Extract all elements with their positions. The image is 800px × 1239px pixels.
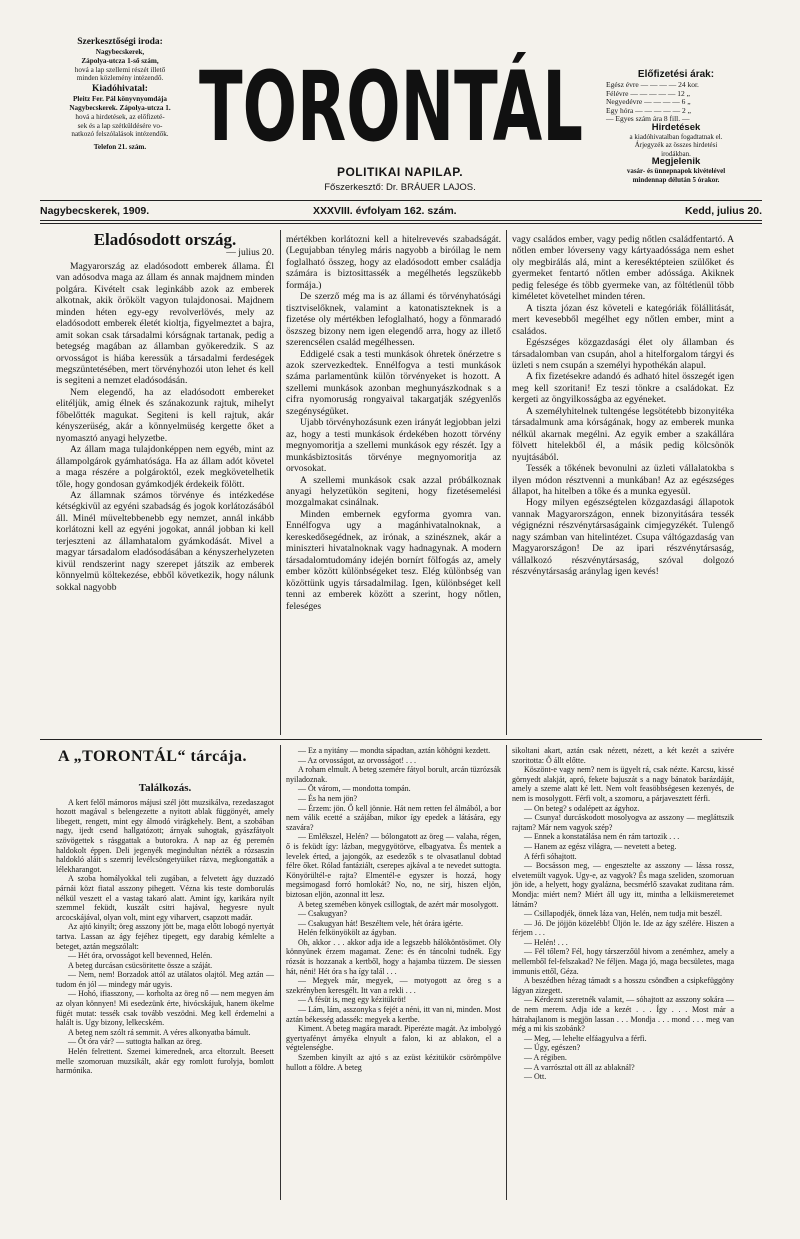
story-paragraph: Helén felrettent. Szemei kimerednek, arca eltorzult. Beesett melle szomoruan muzsikált, akár egy romlott furolyja, bomlott harmónika.: [56, 1047, 274, 1076]
publisher-note-3: natkozó felszólalások intézendők.: [71, 130, 169, 139]
story-paragraph: — Fél tőlem? Fél, hogy társzerzőül hivom a zenémhez, amely a mellemből fel-felszakad? Ne féljen. Maga jó, maga becsületes, maga immunis ettől, Géza.: [512, 947, 734, 976]
story-paragraph: — Emlékszel, Helén? — bólongatott az öreg — valaha, régen, ő is feküdt így: lázban, megygyötörve, elbagyatva. És mentek a levelek érted, a jajongók, az esedezők s te olvasatlanul dobtad félre őket. Rólad fantáziált, cserepes ajkával a te nevedet suttogta. Könyörültél-e rajta? Elmentél-e egyszer is hozzá, hogy megsimogasd forró homlokát? No, no, ne sirj, hiszen eljön, biztosan eljön, azonnal itt lesz.: [286, 832, 501, 899]
story-paragraph: Oh, akkor . . . akkor adja ide a legszebb hálóköntösömet. Oly könnyünek érzem magamat. Zene: és én táncolni tudnék. Egy rózsát is hozzanak a kertből, hogy a hajamba tüzzem. De siessen hát, néni! Hét óra s ha így talál . . .: [286, 937, 501, 976]
price-half: Félévre — — — — — 12 „: [606, 88, 690, 98]
story-paragraph: — Csillapodjék, önnek láza van, Helén, nem tudja mit beszél.: [524, 909, 722, 919]
article-paragraph: Eddigelé csak a testi munkások óhretek önérzetre s azok szervezkedtek. Ennélfogva a testi munkások száma parlamentünk külön törvényeket is hozott. A szellemi munkások azonban meghunyászkodnak s a cifra nyomoruság rongyaival takargatják szégyenlős szegénységüket.: [286, 348, 501, 417]
story-paragraph: — A varrósztal ott áll az ablaknál?: [524, 1062, 635, 1072]
editorial-office-info: [40, 36, 200, 152]
editorial-note-2: minden közlemény intézendő.: [76, 74, 164, 83]
publisher-address: Nagybecskerek. Zápolya-utcza 1.: [69, 103, 171, 112]
masthead: [195, 52, 587, 162]
dateline-volume: XXXVIII. évfolyam 162. szám.: [313, 205, 457, 217]
story-paragraph: A szoba homályokkal teli zugában, a felvetett ágy duzzadó párnái közt fiatal asszony pihegett. Vézna kis teste domborulás nélkül veszett el a vastag takaró alatt. Amint így, karikára nyilt szemmel feküdt, kuszált csitri hajával, hegyesre nyult arcocskájával, olyan volt, mint egy viharvert, csapzott madár.: [56, 874, 274, 922]
story-paragraph: — Úgy, egészen?: [524, 1043, 581, 1053]
article-paragraph: Ujabb törvényhozásunk ezen irányát legjobban jelzi az, hogy a testi munkások érdekében hozott törvény megnyomoritja a szellemi munkások egy részét. Igy a munkásbiztositás törvénye megnyomoritja az orvosokat.: [286, 417, 501, 475]
masthead-title: TORON: [199, 52, 582, 157]
story-paragraph: A beteg durcásan csücsöritette össze a száját.: [68, 960, 213, 970]
header-rule-bottom: [40, 220, 762, 221]
feuilleton-heading: [58, 748, 247, 766]
story-paragraph: Köszönt-e vagy nem? nem is ügyelt rá, csak nézte. Karcsu, kissé görnyedt alakját, apró, fekete bajuszát s a nagy bánatok barázdáját, amely a szeme alatt ké lett. Nem volt feasöbbségesen kezenyés, de nem is mosolygott. Férfi volt, a szomoru, a párjavesztett férfi.: [512, 765, 734, 803]
story-paragraph: Helén felkönyökölt az ágyban.: [298, 928, 397, 938]
feuilleton-title: A „TORONTÁL“ tárcája.: [58, 748, 248, 765]
article-paragraph: Egészséges közgazdasági élet oly államban és társadalomban van csupán, ahol a hitelforgalom tárgyi és üzleti s nem csupán a személyi hypothékán alapul.: [512, 337, 734, 371]
story-paragraph: — Bocsásson meg, — engesztelte az asszony — lássa rossz, elvetemült vagyok. Ugy-e, az vagyok? És maga szeliden, szomoruan jön ide, a helyett, hogy gyalázna, becsmérlő szavakat zuditana rám. Mondja: miért nem? Miért áll ugy itt, mintha a lelkiismeretemet látnám?: [512, 861, 734, 909]
article-paragraph: Hogy milyen egészségtelen közgazdasági állapotok vannak Magyarországon, ennek bizonyitására tessék végignézni részvénytársaságaink cimjegyzékét. Tulengő nagy számban van hitelintézet. Csupa váltógazdaság van Magyarországon! De az ipari részvénytársaság, vállalkozó részvénytársaság, szóval dolgozó részvénytársaság aránylag igen kevés!: [512, 497, 734, 578]
masthead-editor: Főszerkesztő: Dr. BRÁUER LAJOS.: [324, 182, 476, 193]
editorial-office-title: Szerkesztőségi iroda:: [77, 37, 163, 47]
subscription-title: Előfizetési árak:: [637, 69, 715, 80]
publisher-name: Pleitz Fer. Pál könyvnyomdája: [73, 95, 167, 104]
story-paragraph: — Csunya! durcáskodott mosolyogva az asszony — megláttszik rajtam? Már nem vagyok szép?: [512, 813, 734, 832]
article-date: — julius 20.: [226, 247, 274, 259]
article-column-2: [286, 234, 501, 612]
dateline-place-year: Nagybecskerek, 1909.: [40, 205, 150, 217]
appears-line-2: mindennap délután 5 órakor.: [632, 175, 720, 184]
phone-number: Telefon 21. szám.: [93, 143, 147, 152]
story-paragraph: A roham elmult. A beteg szemére fátyol borult, arcán tüzrózsák nyiladoznak.: [286, 765, 501, 784]
story-paragraph: Szemben kinyilt az ajtó s az ezüst kézitükör csörömpölve hullott a földre. A beteg: [286, 1053, 501, 1072]
story-paragraph: sikoltani akart, aztán csak nézett, nézett, a két kezét a szivére szoritotta: Ő állt előtte.: [512, 746, 734, 765]
story-paragraph: — Kérdezni szeretnék valamit, — sóhajtott az asszony sokára — de nem merem. Adja ide a kezét . . . Így . . . Most már a hátrahajlanom is megjön lassan . . . Mondja . . . mond . . . meg van még a mi kis szobánk?: [512, 995, 734, 1034]
ads-line-1: a kiadóhivatalban fogadtatnak el.: [629, 132, 723, 141]
story-paragraph: — Érzem: jön. Ő kell jönnie. Hát nem retten fel álmából, a bor nem válik ecetté a szájában, mikor így epedek a látására, egy szavára?: [286, 803, 501, 832]
column-divider: [280, 230, 281, 735]
story-title: Találkozás.: [138, 782, 192, 794]
story-paragraph: A beteg szemében könyek csillogtak, de azért már mosolygott.: [298, 899, 499, 909]
story-paragraph: — Csakugyan?: [298, 909, 348, 919]
appears-line-1: vasár- és ünnepnapok kivételével: [626, 166, 726, 175]
dateline-date: Kedd, julius 20.: [684, 205, 762, 217]
article-paragraph: vagy családos ember, vagy pedig nőtlen családfentartó. A nőtlen ember lóverseny vagy kártyaadóssága nem eshet oly megbirálás alá, mint a kereséktépteien szülőket és gyermeket fentartó nőtlen ember adóssága. Akiknek pedig felesége és több gyermeke van, az föltétlenül több kiméletet követelhet minden téren.: [512, 234, 734, 303]
article-paragraph: Az államnak számos törvénye és intézkedése kétségkivül az egyéni szabadság és jogok korlátozásából áll. Minél müveltebbenebb egy nemzet, annál inkább korlátozni kell az egyéni jogokat, annál jobban ki kell terjeszteni az államhatalom gyámkodását. Mivel a magyar társadalom eladósodásában a kényszerhelyzeten kivül rendszerint nagy szerepet játszik az emberek könnyelmü költekezése, ebből következik, hogy nálunk sokkal nagyobb: [56, 489, 274, 593]
story-paragraph: — Ennek a konstatálása nem én rám tartozik . . .: [524, 832, 680, 842]
ads-line-3: irodákban.: [661, 149, 691, 158]
editorial-street: Zápolya-utcza 1-ső szám,: [81, 56, 159, 65]
ads-title: Hirdetések: [651, 121, 701, 133]
story-paragraph: — Megyek már, megyek, — motyogott az öreg s a szekrényben keresgélt. Itt van a rekli . . .: [286, 976, 501, 995]
story-paragraph: — Helén! . . .: [524, 937, 568, 947]
appears-title: Megjelenik: [651, 156, 701, 168]
story-paragraph: A beszédben hézag támadt s a hosszu csöndben a csipkefüggöny lágyan zizegett.: [512, 976, 734, 995]
story-paragraph: — Hét óra, orvosságot kell bevenned, Helén.: [68, 951, 213, 961]
article-paragraph: De szerző még ma is az állami és törvényhatósági tisztviselőknek, valamint a katonatiszteknek is a fizetése oly mértékben lefoglalható, hogy a fönmaradó öszszeg bizony nem igen elegendő arra, hogy az illető szerencsélen család megélhessen.: [286, 291, 501, 349]
story-paragraph: — Meg, — lehelte elfáagyulva a férfi.: [524, 1033, 647, 1043]
article-paragraph: Magyarország az eladósodott emberek állama. Él van adósodva maga az állam és annak majdnem minden polgára. Kivételt csak leginkább azok az emberek alkotnak, akik örökölt vagyon tulajdonosai. Majdnem minden héten egy-egy revolverlövés, mely az eladósodott emberek életét kioltja, figyelmeztet a bajra, amit sokan csak társadalmi kórságnak tartanak, pedig a betegség magában az államban gyökeredzik. S az orvosságot is hiába keressük a társadalmi ferdeségek megszüntetésében, mert törvényhozói uton lehet és kell is segiteni a nemzet eladósodásán.: [56, 260, 274, 387]
story-paragraph: — És ha nem jön?: [298, 793, 358, 803]
story-paragraph: — Jó. De jöjjön közelébb! Üljön le. Ide az ágy szélére. Hiszen a férjem . . .: [512, 918, 734, 938]
masthead-subtitle-block: [270, 165, 530, 193]
story-paragraph: — Ott.: [524, 1072, 547, 1082]
publisher-note-1: hová a hirdetések, az előfizeté-: [75, 112, 165, 121]
article-paragraph: Nem elegendő, ha az eladósodott embereket elitéljük, amig élnek és szánakozunk rajtuk, miheIyt főbelőtték magukat. Segiteni is kell rajtuk, akár kényszerüség, akár a könnyelmüség kergette őket a nyomasztó anyagi helyzetbe.: [56, 386, 274, 444]
column-divider: [280, 745, 281, 1200]
article-paragraph: Az állam maga tulajdonképpen nem egyéb, mint az állampolgárok gyámhatósága. Ha az állam adót követel a maga részére a polgároktól, ezek megkövetelhetik tőle, hogy gondosan gyámkodjék érdekeik fölött.: [56, 444, 274, 490]
header-rule-double: [40, 223, 762, 224]
publisher-title: Kiadóhivatal:: [92, 84, 148, 95]
story-paragraph: A beteg nem szólt rá semmit. A véres alkonyatba bámult.: [68, 1027, 251, 1037]
story-paragraph: — Ez a nyitány — mondta sápadtan, aztán köhögni kezdett.: [298, 746, 491, 755]
article-paragraph: Tessék a tőkének bevonulni az üzleti vállalatokba s ilyen módon résztvenni a munkában! Az az egészséges állapot, ha hitelben a tőke és a munka egyesül.: [512, 463, 734, 497]
story-paragraph: A kert felől mámoros májusi szél jött muzsikálva, rezedaszagot hozott magával s belengezette a nyitott ablak függönyét, amely libegett, rengett, mint egy álmodó virágkehely. Bent, a szobában nagy, ijedt csend hallgatózott; árnyak suhogtak, gyászfátyolt szövögettek s rásggattak a butorokra. A nap az ég peremén haldokolt éppen. Deli jegenyék megindultan nézték a rózsaszin haldokló aláit s szemrij levélcsöngetyüiket rázva, megkongatták a lélekharangot.: [56, 797, 274, 874]
publisher-note-2: sek és a lap szétküldésére vo-: [77, 121, 163, 130]
story-paragraph: — Lám, lám, asszonyka s fejét a néni, itt van ni, minden. Most aztán békesség adassék: megyek a kertbe.: [286, 1005, 501, 1024]
story-paragraph: — Hohó, ifiasszony, — korholta az öreg nő — nem megyen ám az olyan könnyen! Mi esedezünk érte, hivócskájuk, hanem ökelme fügét mutat: tessék csak tovább veszödni. Meg kell érdemelni a halált is. Ugy bizony, lelkecském.: [56, 989, 274, 1028]
price-month: Egy hóra — — — — — 2 „: [606, 105, 691, 115]
story-paragraph: — A fésüt is, meg egy kézitükröt!: [298, 995, 407, 1005]
story-paragraph: Kiment. A beteg magára maradt. Piperézte magát. Az imbolygó gyertyafényt árnyéka elnyult a falon, ki az ablakon, el a végtelenségbe.: [286, 1024, 501, 1053]
subscription-info: [592, 68, 760, 184]
article-column-1: [56, 230, 274, 593]
header-rule-top: [40, 200, 762, 201]
story-paragraph: Az ajtó kinyilt; öreg asszony jött be, maga előtt lobogó nyertyát tartva. Lassan az ágy fejéhez tipegett, egy darabig kémlelte a beteget, aztán megszólalt:: [56, 922, 274, 951]
story-paragraph: — A régiben.: [524, 1053, 567, 1062]
masthead-subtitle: POLITIKAI NAPILAP.: [336, 165, 464, 179]
article-column-3: [512, 234, 734, 578]
story-paragraph: — Öt óra vár? — suttogta halkan az öreg.: [68, 1037, 202, 1047]
feuilleton-column-1: [56, 780, 274, 1076]
feuilleton-rule: [40, 739, 762, 740]
masthead-title-logo: [195, 52, 587, 157]
article-paragraph: Minden embernek egyforma gyomra van. Ennélfogva ugy a magánhivatalnoknak, a kereskedősegédnek, az irónak, a szinésznek, akár a miniszteri hivatalnoknak vagy hadnagynak. A modern társadalomtudomány idején bornírt fölfogás az, amely ember között különbségeket tesz. Elég különbség van közöttünk ugyis társadalmilag. Igen, különbséget kell tenni az emberek között a szerint, hogy nőtlen, feleséges: [286, 508, 501, 612]
editorial-city: Nagybecskerek,: [95, 48, 145, 56]
column-divider: [506, 230, 507, 735]
column-divider: [506, 745, 507, 1200]
price-year: Egész évre — — — — 24 kor.: [606, 80, 699, 89]
story-paragraph: — Öt várom, — mondotta tompán.: [298, 784, 411, 794]
article-paragraph: mértékben korlátozni kell a hitelrevevés szabadságát. (Legujabban tényleg máris nagyobb a biróilag le nem foglalható összeg, hogy az eladósodott ember családja számára is biztosittassék a megélhetés legszükebb formája.): [286, 234, 501, 291]
price-single: — Egyes szám ára 8 fill. —: [606, 114, 690, 124]
editorial-note-1: hová a lap szellemi részét illető: [74, 65, 166, 74]
article-title: Eladósodott ország.: [93, 230, 237, 249]
ads-line-2: Árjegyzék az összes hirdetési: [634, 141, 718, 150]
article-paragraph: A fix fizetésekre adandó és adható hitel összegét igen meg kell szoritani! Ez teszi tönkre a családokat. Ez kergeti az öngyilkosságba az egyéneket.: [512, 371, 734, 406]
feuilleton-column-3: [512, 746, 734, 1082]
article-paragraph: A szellemi munkások csak azzal próbálkoznak anyagi helyzetükön segiteni, hogy fizetésemelési mozgalmakat csinálnak.: [286, 474, 501, 509]
article-paragraph: A tiszta józan ész követeli e kategóriák fölállitását, mert kevesebből megélhet egy nőtlen ember, mint a családos.: [512, 302, 734, 337]
story-paragraph: — Csakugyan hát! Beszéltem vele, hét órára igérte.: [298, 918, 464, 928]
price-quarter: Negyedévre — — — — 6 „: [606, 97, 691, 107]
story-paragraph: — On beteg? s odalépett az ágyhoz.: [524, 803, 640, 813]
feuilleton-column-2: [286, 746, 501, 1072]
story-paragraph: — Nem, nem! Borzadok attól az utálatos olajtól. Meg aztán — tudom én jól — mindegy már ugyis.: [56, 970, 274, 989]
story-paragraph: — Hanem az egész világra, — nevetett a beteg.: [524, 841, 677, 851]
story-paragraph: A férfi sóhajtott.: [524, 851, 577, 861]
story-paragraph: — Az orvosságot, az orvosságot! . . .: [298, 755, 416, 765]
article-paragraph: A személyhitelnek tultengése legsötétebb bizonyitéka társadalmunk ama kórságának, hogy az emberek munka nélkül akarnak megélni. Az egyik ember a szakállára fölvett hitelekből él, a másik pedig kölcsönök nyujtásából.: [512, 405, 734, 463]
